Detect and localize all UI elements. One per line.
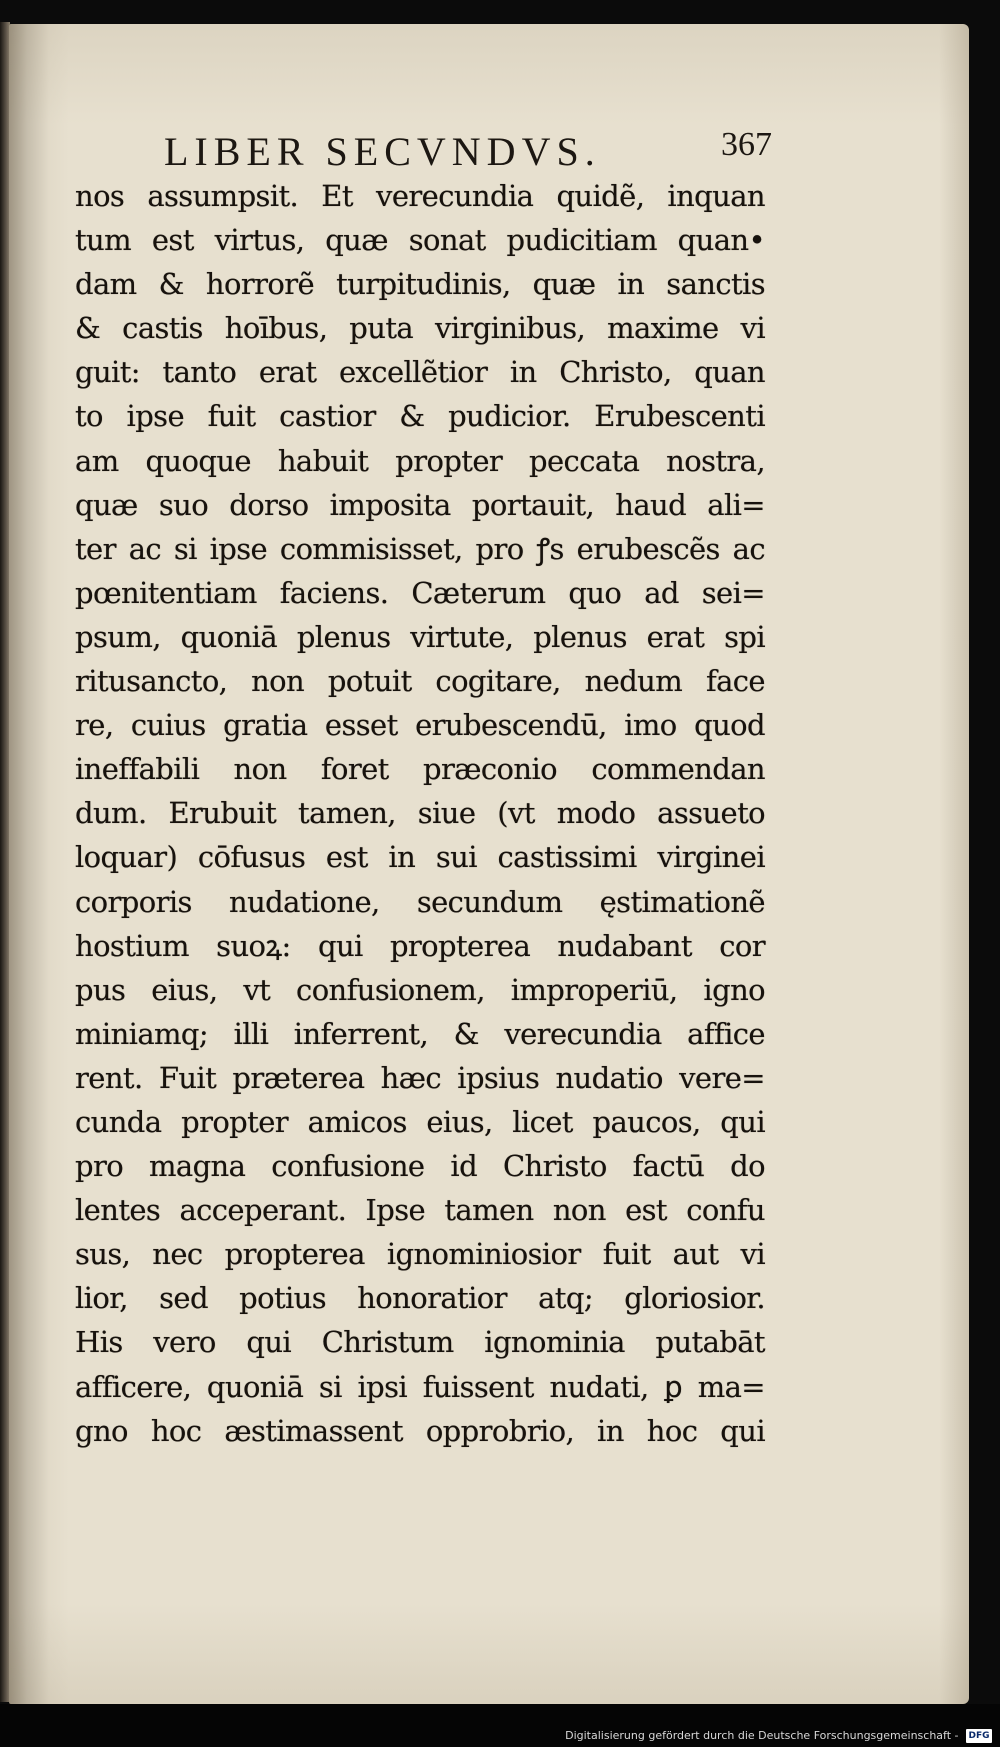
text-line: am quoque habuit propter peccata nostra, [75,443,765,478]
text-line: pus eius, vt confusionem, improperiū, igno [75,972,765,1007]
running-title: LIBER SECVNDVS. [164,129,601,174]
page-number: 367 [721,126,772,163]
text-line: sus, nec propterea ignominiosior fuit aut vi [75,1237,765,1272]
gutter-shadow [9,24,49,1704]
text-line: loquar) cōfusus est in sui castissimi virginei [75,840,765,875]
book-page [9,24,969,1704]
text-line: psum, quoniā plenus virtute, plenus erat spi [75,619,765,654]
running-head [9,116,969,176]
text-line: guit: tanto erat excellẽtior in Christo, quan [75,355,765,390]
text-line: lentes acceperant. Ipse tamen non est confu [75,1193,765,1228]
text-line: to ipse fuit castior & pudicior. Erubescenti [75,399,765,434]
body-text [75,174,765,1453]
text-line: nos assumpsit. Et verecundia quidẽ, inquan [75,179,765,213]
footer-band [0,1704,1000,1747]
text-line: dum. Erubuit tamen, siue (vt modo assueto [75,796,765,831]
text-line: rent. Fuit præterea hæc ipsius nudatio vere= [75,1060,765,1095]
text-line: hostium suoꝝ: qui propterea nudabant cor [75,928,765,963]
text-line: ritusancto, non potuit cogitare, nedum face [75,664,765,699]
funding-credit-text: Digitalisierung gefördert durch die Deutsche Forschungsgemeinschaft - [565,1729,959,1742]
dfg-logo: DFG [966,1729,992,1743]
text-line: cunda propter amicos eius, licet paucos, qui [75,1104,765,1139]
text-line: quæ suo dorso imposita portauit, haud ali= [75,487,765,522]
text-line: lior, sed potius honoratior atq; gloriosior. [75,1281,765,1316]
text-line: & castis hoībus, puta virginibus, maxime vi [75,311,765,346]
text-line: re, cuius gratia esset erubescendū, imo quod [75,708,765,743]
text-line: tum est virtus, quæ sonat pudicitiam quan• [75,223,765,258]
text-line: pœnitentiam faciens. Cæterum quo ad sei= [75,575,765,610]
text-line: miniamq; illi inferrent, & verecundia affice [75,1016,765,1051]
text-line: dam & horrorẽ turpitudinis, quæ in sanctis [75,267,765,302]
text-line: ineffabili non foret præconio commendan [75,752,765,787]
text-line: His vero qui Christum ignominia putabāt [75,1325,765,1360]
text-line: ter ac si ipse commisisset, pro ꝭs erubescẽs ac [75,531,765,566]
text-line: afficere, quoniā si ipsi fuissent nudati, ꝑ ma= [75,1369,765,1404]
text-line: corporis nudatione, secundum ęstimationẽ [75,884,765,919]
text-line: pro magna confusione id Christo factū do [75,1149,765,1184]
text-line: gno hoc æstimassent opprobrio, in hoc qui [75,1413,765,1448]
funding-credit [565,1729,992,1743]
